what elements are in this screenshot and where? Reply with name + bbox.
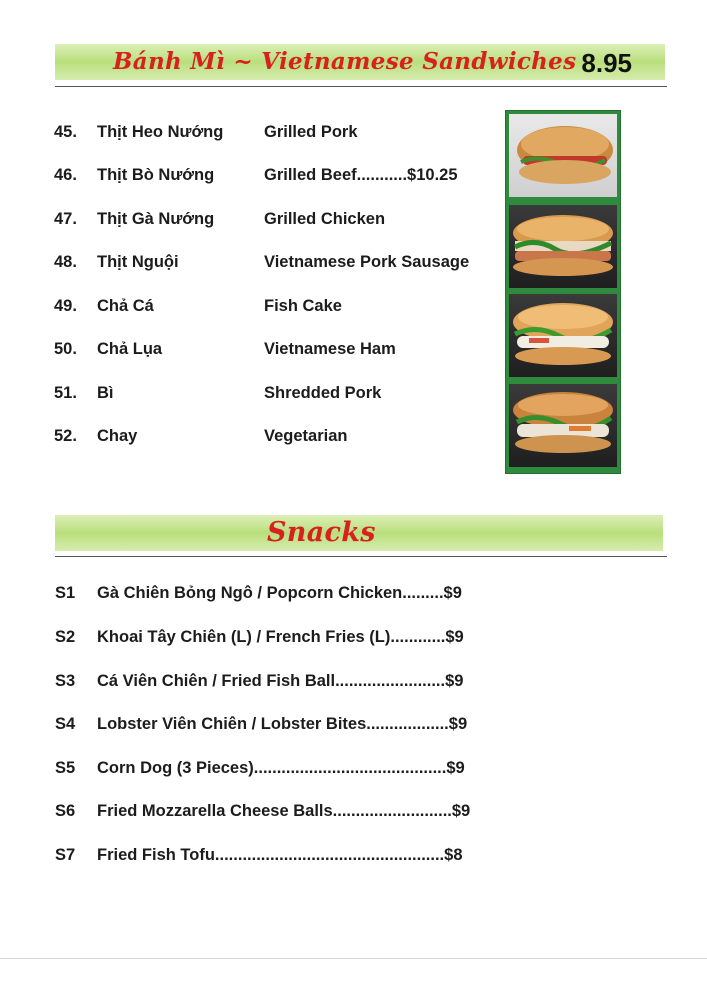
snack-code: S5 xyxy=(55,759,76,777)
sandwich-photo xyxy=(509,205,617,288)
snack-description: Lobster Viên Chiên / Lobster Bites..................$9 xyxy=(97,715,468,733)
item-number: 49. xyxy=(54,297,77,315)
sandwich-photo xyxy=(509,384,617,467)
item-english-name: Fish Cake xyxy=(264,297,342,315)
snacks-section-title: Snacks xyxy=(267,517,376,548)
item-vietnamese-name: Thịt Heo Nướng xyxy=(97,123,224,141)
snack-description: Gà Chiên Bỏng Ngô / Popcorn Chicken.........$9 xyxy=(97,584,462,602)
sandwich-photo-strip xyxy=(505,110,621,474)
item-vietnamese-name: Bì xyxy=(97,384,114,402)
item-english-name: Vietnamese Ham xyxy=(264,340,396,358)
snack-code: S1 xyxy=(55,584,76,602)
item-english-name: Shredded Pork xyxy=(264,384,382,402)
item-number: 45. xyxy=(54,123,77,141)
snacks-section-banner xyxy=(55,515,663,551)
item-vietnamese-name: Chả Lụa xyxy=(97,340,163,358)
sandwich-section-divider xyxy=(55,86,667,87)
item-number: 47. xyxy=(54,210,77,228)
snack-description: Cá Viên Chiên / Fried Fish Ball........................$9 xyxy=(97,672,464,690)
item-english-name: Grilled Beef...........$10.25 xyxy=(264,166,458,184)
item-english-name: Grilled Chicken xyxy=(264,210,386,228)
sandwich-photo xyxy=(509,114,617,197)
item-english-name: Vietnamese Pork Sausage xyxy=(264,253,470,271)
snack-code: S7 xyxy=(55,846,76,864)
snack-description: Fried Fish Tofu..................................................$8 xyxy=(97,846,463,864)
sandwich-section-price: 8.95 xyxy=(581,48,632,78)
item-number: 48. xyxy=(54,253,77,271)
item-vietnamese-name: Chay xyxy=(97,427,138,445)
page-bottom-edge xyxy=(0,958,707,959)
snack-code: S3 xyxy=(55,672,76,690)
item-english-name: Grilled Pork xyxy=(264,123,358,141)
item-number: 50. xyxy=(54,340,77,358)
snack-description: Khoai Tây Chiên (L) / French Fries (L)............$9 xyxy=(97,628,464,646)
item-number: 51. xyxy=(54,384,77,402)
snack-code: S4 xyxy=(55,715,76,733)
item-vietnamese-name: Chả Cá xyxy=(97,297,154,315)
sandwich-section-title: Bánh Mì ~ Vietnamese Sandwiches xyxy=(113,48,577,75)
item-vietnamese-name: Thịt Bò Nướng xyxy=(97,166,215,184)
item-number: 52. xyxy=(54,427,77,445)
snack-code: S2 xyxy=(55,628,76,646)
item-number: 46. xyxy=(54,166,77,184)
sandwich-photo xyxy=(509,294,617,377)
snack-description: Corn Dog (3 Pieces)..........................................$9 xyxy=(97,759,465,777)
snack-description: Fried Mozzarella Cheese Balls..........................$9 xyxy=(97,802,471,820)
item-english-name: Vegetarian xyxy=(264,427,348,445)
item-vietnamese-name: Thịt Nguội xyxy=(97,253,179,271)
snack-code: S6 xyxy=(55,802,76,820)
sandwich-section-banner xyxy=(55,44,665,80)
item-vietnamese-name: Thịt Gà Nướng xyxy=(97,210,215,228)
snacks-section-divider xyxy=(55,556,667,557)
